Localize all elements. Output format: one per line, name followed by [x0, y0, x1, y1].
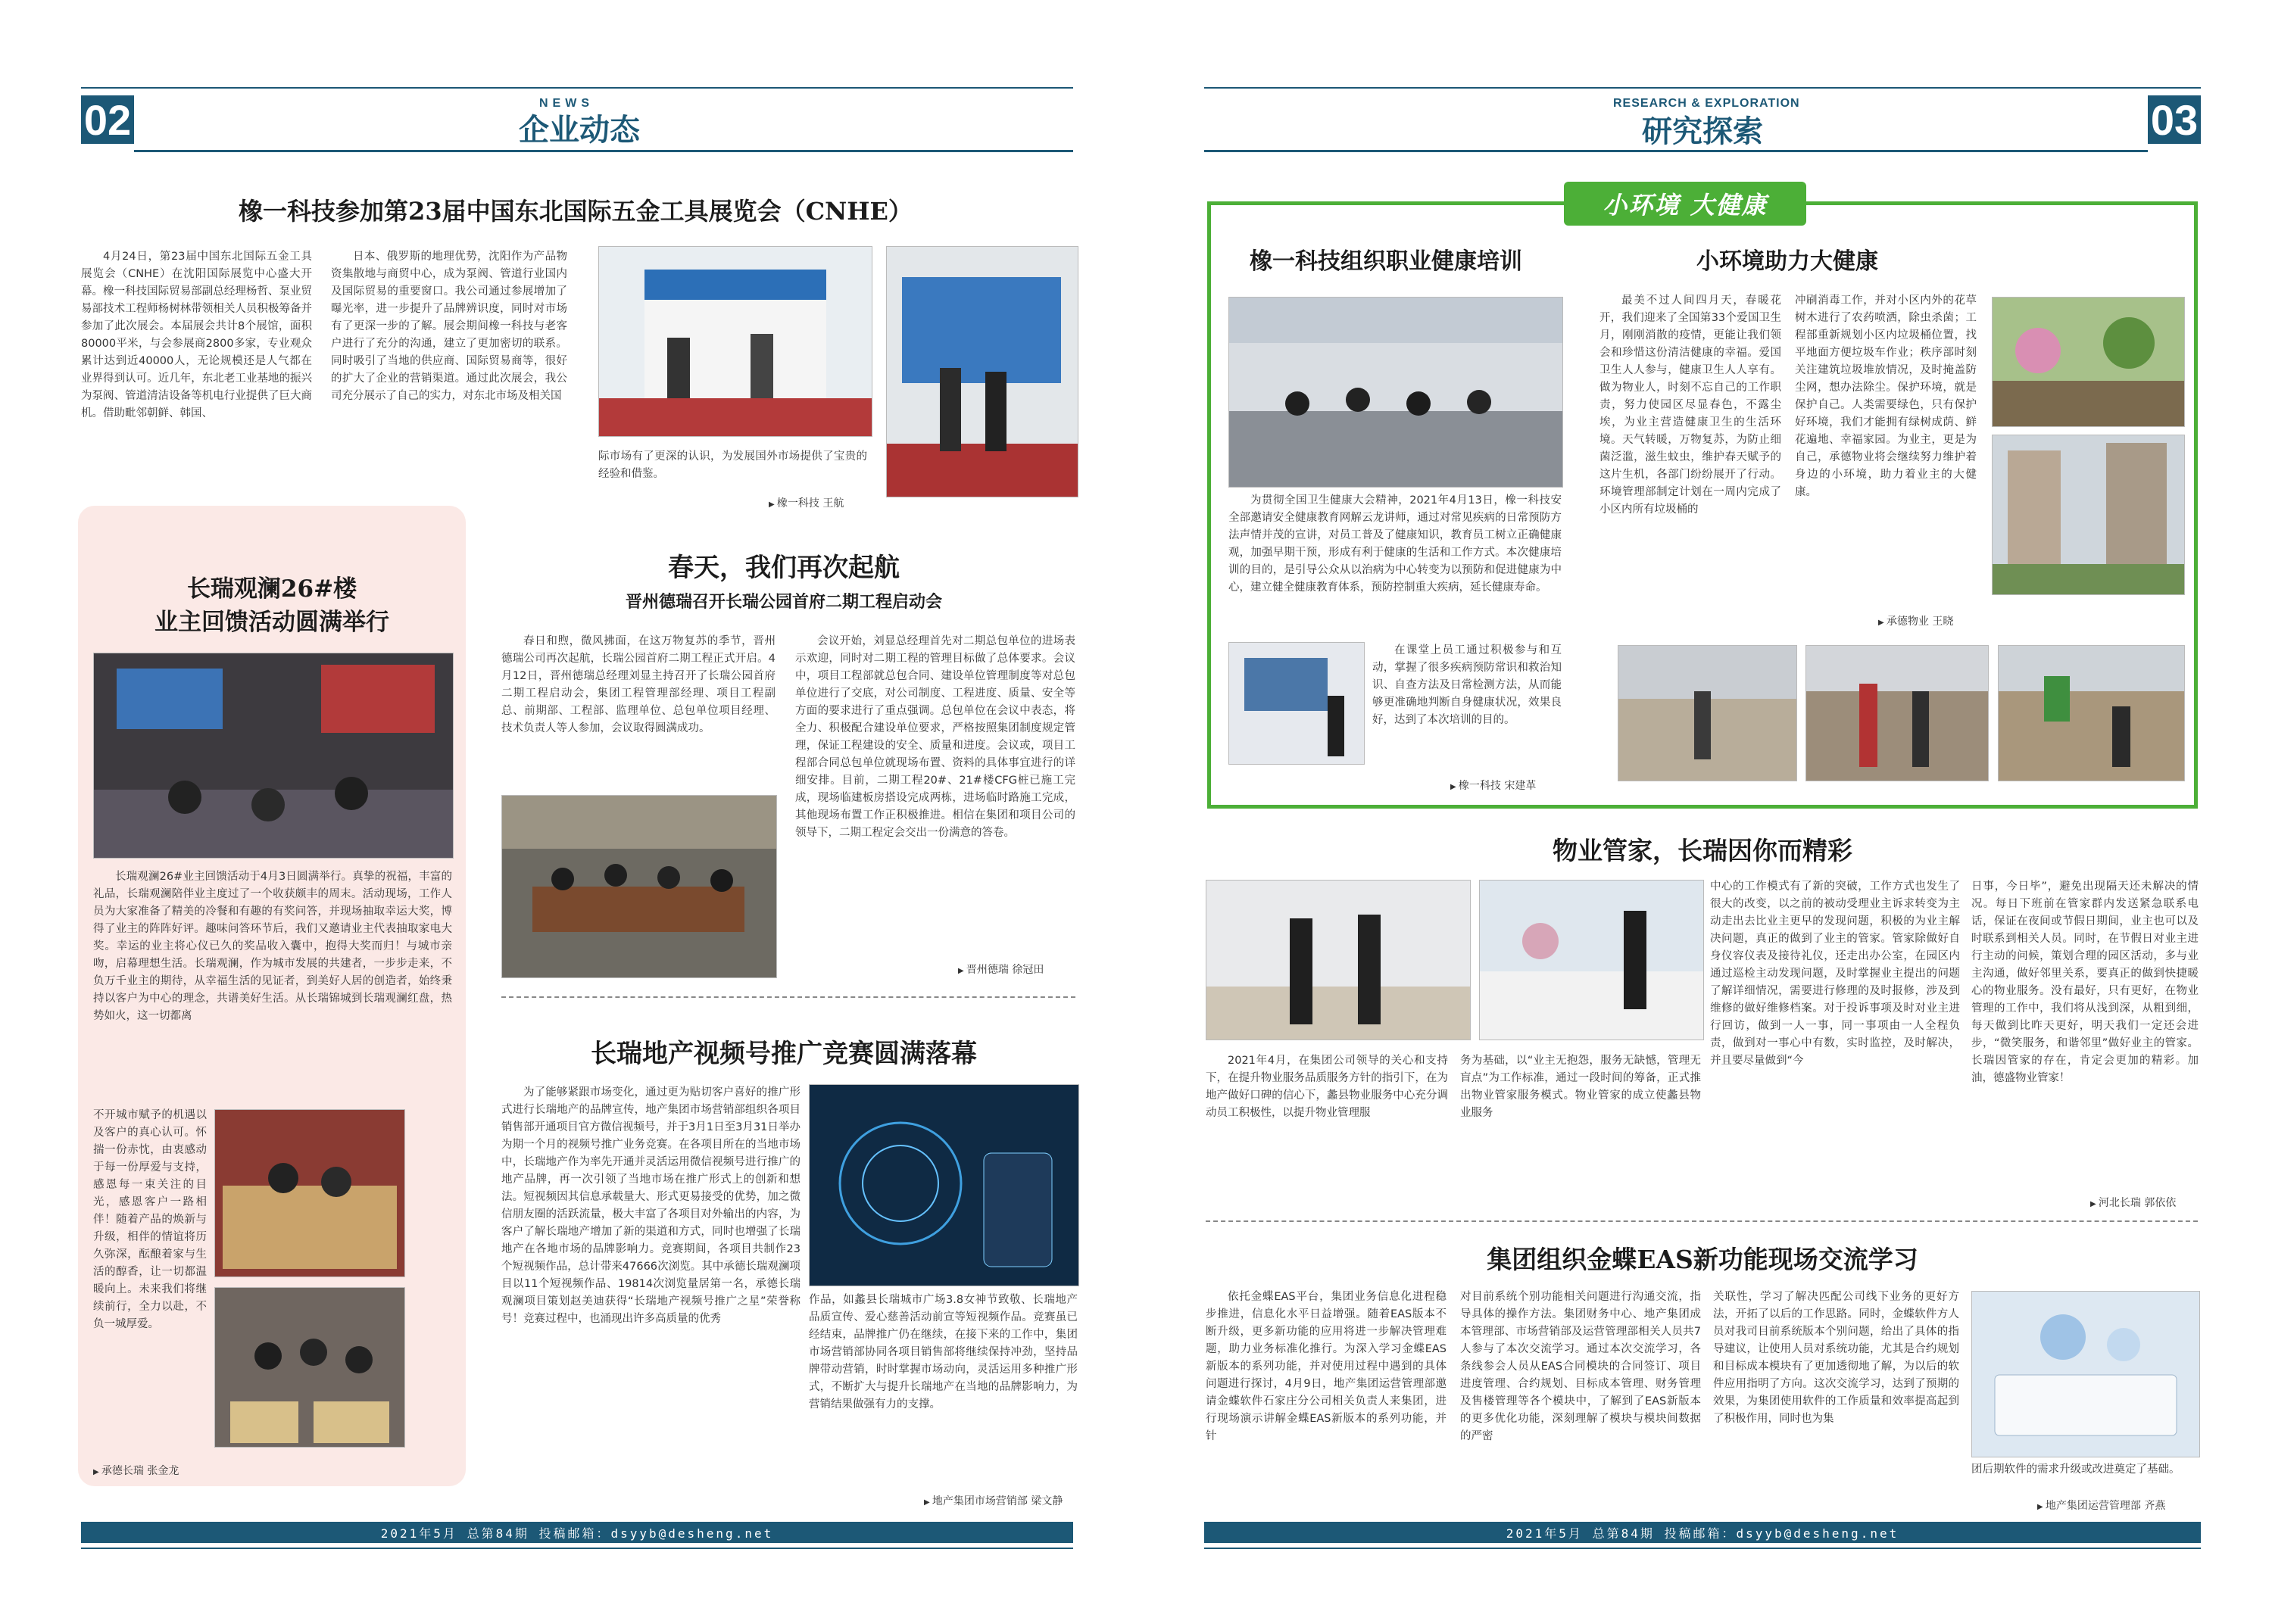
loushan-title-line1: 长瑞观澜26#楼	[186, 575, 357, 603]
byline-expo: ▶ 橡一科技 王航	[769, 495, 844, 510]
divider-housekeeper-eas	[1206, 1220, 2198, 1222]
photo-env-garden	[1992, 297, 2185, 427]
byline-training: ▶ 橡一科技 宋建革	[1450, 778, 1536, 793]
banner-badge	[1564, 182, 1806, 226]
speaker-illustration	[1229, 643, 1364, 764]
photo-spring-meeting	[501, 795, 777, 978]
article-text-expo-col3: 际市场有了更深的认识，为发展国外市场提供了宝贵的经验和借鉴。	[598, 450, 867, 480]
article-title-housekeeper: 物业管家，长瑞因你而精彩	[1553, 836, 1852, 865]
eas-text-col4: 团后期软件的需求升级或改进奠定了基础。	[1971, 1463, 2180, 1476]
header-rule-right-bottom	[1204, 150, 2148, 152]
photo-loushan-event	[93, 653, 454, 859]
byline-housekeeper: ▶ 河北长瑞 郭依依	[2090, 1195, 2176, 1210]
photo-expo-booth	[598, 246, 872, 437]
section-title-left: 企业动态	[519, 113, 640, 148]
loushan-text-top: 长瑞观澜26#业主回馈活动于4月3日圆满举行。真挚的祝福，丰富的礼品，长瑞观澜陪伴业主度过了一个收获颇丰的周末。活动现场，工作人员为大家准备了精美的冷餐和有趣的有奖问答，并现场抽取幸运大奖，博得了业主的阵阵好评。趣味问答环节后，我们又邀请业主代表抽取家电大奖。幸运的业主将心仪已久的奖品收入囊中，抱得大奖而归！与城市亲吻，启幕理想生活。长瑞观澜，作为城市发展的共建者，一步步走来，不负万千业主的期待，从幸福生活的见证者，到美好人居的创造者，始终秉持以客户为中心的理念，共谱美好生活。从长瑞锦城到长瑞观澜红盘，热势如火，这一切都离	[93, 871, 452, 1022]
photo-housekeeper-1	[1206, 880, 1471, 1040]
booth-illustration	[599, 247, 872, 436]
banner-text: 小环境 大健康	[1603, 191, 1768, 220]
photo-env-worker1	[1618, 645, 1797, 781]
byline-spring: ▶ 晋州德瑞 徐冠田	[958, 962, 1044, 977]
video-text-col2: 作品，如蠡县长瑞城市广场3.8女神节致敬、长瑞地产品质宣传、爱心慈善活动前宣等短视频作品。竞赛虽已经结束，品牌推广仍在继续，在接下来的工作中，集团市场营销部协同各项目销售部将继续保持冲劲，坚持品牌带动营销，时时掌握市场动向，灵活运用多种推广形式，不断扩大与提升长瑞地产在当地的品牌影响力，为营销结果做强有力的支撑。	[809, 1294, 1078, 1410]
housekeeper-text-c: 2021年4月，在集团公司领导的关心和支持下，在提升物业服务品质服务方针的指引下，在为地产做好口碑的信心下，蠡县物业服务中心充分调动员工积极性，以提升物业管理服	[1206, 1055, 1448, 1119]
photo-expo-visitors	[886, 246, 1078, 497]
worker1-illustration	[1618, 646, 1796, 781]
section-label-en-left: NEWS	[539, 97, 594, 110]
env-text-col2: 冲刷消毒工作，并对小区内外的花草树木进行了农药喷洒，除虫杀菌；工程部重新规划小区内垃圾桶位置，找平地面方便垃圾车作业；秩序部时刻关注建筑垃圾堆放情况，及时掩盖防尘网，想办法除尘。保护环境，就是保护自己。人类需要绿色，只有保护好环境，我们才能拥有绿树成荫、鲜花遍地、幸福家园。为业主，更是为自己，承德物业将会继续努力维护着身边的小环境，助力着业主的大健康。	[1795, 295, 1977, 498]
photo-env-worker2	[1805, 645, 1989, 781]
footer-rule-right	[1204, 1548, 2201, 1549]
spring-text-col1: 春日和煦，微风拂面，在这万物复苏的季节，晋州德瑞公司再次起航，长瑞公园首府二期工程正式开启。4月12日，晋州德瑞总经理刘显主持召开了长瑞公园首府二期工程启动会，集团工程管理部经理、项目工程副总、前期部、工程部、监理单位、总包单位项目经理、技术负责人等人参加，会议取得圆满成功。	[501, 635, 776, 734]
worker2-illustration	[1806, 646, 1988, 781]
eas-text-col2: 对目前系统个别功能相关问题进行沟通交流，指导具体的操作方法。集团财务中心、地产集团成本管理部、市场营销部及运营管理部相关人员共7人参与了本次交流学习。通过本次交流学习，各条线参会人员从EAS合同模块的合同签订、项目进度管理、合约规划、目标成本管理、财务管理及售楼管理等各个模块中，了解到了EAS新版本的更多优化功能，深刻理解了模块与模块间数据的严密	[1460, 1291, 1701, 1442]
article-title-spring: 春天，我们再次起航	[668, 553, 900, 583]
worker3-illustration	[1999, 646, 2184, 781]
housekeeper1-illustration	[1206, 881, 1470, 1040]
byline-env: ▶ 承德物业 王晓	[1878, 613, 1953, 628]
photo-training-class	[1228, 297, 1563, 488]
photo-eas-keyboard	[1971, 1291, 2200, 1457]
class-illustration	[1229, 298, 1562, 487]
event-illustration	[94, 653, 453, 858]
video-text-col1: 为了能够紧跟市场变化，通过更为贴切客户喜好的推广形式进行长瑞地产的品牌宣传，地产集团市场营销部组织各项目销售部开通项目官方微信视频号，并于3月1日至3月31日举办为期一个月的视频号推广业务竞赛。在各项目所在的当地市场中，长瑞地产作为率先开通并灵活运用微信视频号进行推广的地产品牌，再一次引领了当地市场在推广形式上的创新和想法。短视频因其信息承载量大、形式更易接受的优势，加之微信朋友圈的活跃流量，极大丰富了各项目对外输出的内容，为客户了解长瑞地产增加了新的渠道和方式，同时也增强了长瑞地产在各地市场的品牌影响力。竞赛期间，各项目共制作23个短视频作品，总计带来47666次浏览。其中承德长瑞观澜项目以11个短视频作品、19814次浏览量居第一名，承德长瑞观澜项目策划赵美迪获得“长瑞地产视频号推广之星”荣誉称号！竞赛过程中，也涌现出许多高质量的优秀	[501, 1086, 801, 1325]
photo-housekeeper-2	[1479, 880, 1704, 1040]
loushan-title-line2: 业主回馈活动圆满举行	[154, 609, 389, 636]
photo-training-speaker	[1228, 642, 1365, 765]
tech-illustration	[810, 1085, 1078, 1286]
divider-spring-video	[501, 996, 1075, 998]
article-title-video: 长瑞地产视频号推广竞赛圆满落幕	[591, 1039, 977, 1069]
article-title-expo: 橡一科技参加第23届中国东北国际五金工具展览会（CNHE）	[239, 197, 913, 226]
housekeeper-text-a: 中心的工作模式有了新的突破，工作方式也发生了很大的改变，以之前的被动受理业主诉求转变为主动走出去比业主更早的发现问题，积极的为业主解决问题，真正的做到了业主的管家。管家除做好自身仪容仪表及接待礼仪，还走出办公室，在园区内通过巡检主动发现问题，及时掌握业主提出的问题了解详细情况，需要进行修理的及时报修，涉及到维修的做好维修档案。对于投诉事项及时对业主进行回访，做到一人一事，同一事项由一人全程负责，做到对一事心中有数，实时监控，及时解决，并且要尽量做到“今	[1710, 881, 1960, 1067]
visitors-illustration	[887, 247, 1078, 497]
article-text-expo-col1: 4月24日，第23届中国东北国际五金工具展览会（CNHE）在沈阳国际展览中心盛大开幕。橡一科技国际贸易部副总经理杨哲、泵业贸易部技术工程师杨树林带领相关人员积极筹备并参加了此次展会。本届展会共计8个展馆，面积80000平米，与会参展商2800多家，专业观众累计达到近40000人，无论规模还是人气都在业界得到认可。近几年，东北老工业基地的振兴为泵阀、管道清洁设备等机电行业提供了巨大商机。借助毗邻朝鲜、韩国、	[81, 251, 312, 419]
meeting-illustration	[502, 796, 776, 977]
section-title-right: 研究探索	[1642, 114, 1763, 149]
buildings-illustration	[1993, 435, 2184, 594]
training-text-small: 在课堂上员工通过积极参与和互动，掌握了很多疾病预防常识和救治知识、自查方法及日常检测方法，从而能够更准确地判断自身健康状况，效果良好，达到了本次培训的目的。	[1372, 644, 1562, 726]
photo-env-buildings	[1992, 435, 2185, 595]
gift2-illustration	[215, 1288, 404, 1447]
spring-text-col2: 会议开始，刘显总经理首先对二期总包单位的进场表示欢迎，同时对二期工程的管理目标做了总体要求。会议中，项目工程部就总包合同、建设单位管理制度等对总包单位进行了交底，对公司制度、工程进度、质量、安全等方面的要求进行了重点强调。总包单位在会议中表态，将全力、积极配合建设单位要求，严格按照集团制度规定管理，保证工程建设的安全、质量和进度。会议或，项目工程部合同总包单位就现场布置、资料的具体事宜进行的详细安排。目前，二期工程20#、21#楼CFG桩已施工完成，现场临建板房搭设完成两栋，进场临时路施工完成，其他现场布置工作正积极推进。相信在集团和项目公司的领导下，二期工程定会交出一份满意的答卷。	[795, 635, 1075, 839]
footer-rule-left	[81, 1548, 1073, 1549]
byline-loushan: ▶ 承德长瑞 张金龙	[93, 1463, 179, 1478]
article-subtitle-spring: 晋州德瑞召开长瑞公园首府二期工程启动会	[625, 593, 942, 612]
gift1-illustration	[215, 1110, 404, 1276]
article-title-env: 小环境助力大健康	[1696, 248, 1878, 275]
garden-illustration	[1993, 298, 2184, 426]
page-number-left: 02	[81, 95, 134, 144]
article-text-expo-col2: 日本、俄罗斯的地理优势，沈阳作为产品物资集散地与商贸中心，成为泵阀、管道行业国内及国际贸易的重要窗口。我公司通过参展增加了曝光率，进一步提升了品牌辨识度，同时对市场有了更深一步的了解。展会期间橡一科技与老客户进行了充分的沟通，建立了更加密切的联系。同时吸引了当地的供应商、国际贸易商等，很好的扩大了企业的营销渠道。通过此次展会，我公司充分展示了自己的实力，对东北市场及相关国	[331, 251, 567, 402]
footer-right: 2021年5月 总第84期 投稿邮箱：dsyyb@desheng.net	[1204, 1522, 2201, 1543]
photo-video-tech	[809, 1084, 1079, 1286]
training-text: 为贯彻全国卫生健康大会精神，2021年4月13日，橡一科技安全部邀请安全健康教育网解云龙讲师，通过对常见疾病的日常预防方法声情并茂的宣讲，对员工普及了健康知识，教育员工树立正确健康观，加强早期干预，形成有利于健康的生活和工作方式。本次健康培训的目的，是引导公众从以治病为中心转变为以预防和促进健康为中心，建立健全健康教育体系，预防控制重大疾病，延长健康寿命。	[1228, 494, 1562, 594]
footer-left: 2021年5月 总第84期 投稿邮箱：dsyyb@desheng.net	[81, 1522, 1073, 1543]
article-title-training: 橡一科技组织职业健康培训	[1250, 248, 1522, 275]
header-rule-left-bottom	[134, 150, 1073, 152]
byline-video: ▶ 地产集团市场营销部 梁文静	[924, 1493, 1063, 1508]
housekeeper-text-b: 日事，今日毕”，避免出现隔天还未解决的情况。每日下班前在管家群内发送紧急联系电话，保证在夜间或节假日期间，业主也可以及时联系到相关人员。同时，在节假日对业主进行主动的问候，策划合理的园区活动，多与业主沟通，做好邻里关系，要真正的做到快捷暖心的物业服务。没有最好，只有更好，在物业管理的工作中，我们将从浅到深，从粗到细，每天做到比昨天更好，明天我们一定还会进步，“微笑服务，和谐邻里”做好业主的管家。长瑞因管家的存在，肯定会更加的精彩。加油，德盛物业管家！	[1971, 881, 2199, 1084]
header-rule-left-top	[81, 87, 1073, 89]
photo-env-worker3	[1998, 645, 2185, 781]
article-title-eas: 集团组织金蝶EAS新功能现场交流学习	[1487, 1245, 1918, 1274]
housekeeper-text-d: 务为基础，以“业主无抱怨，服务无缺憾，管理无盲点”为工作标准，通过一段时间的筹备，正式推出物业管家服务模式。物业管家的成立使蠡县物业服务	[1460, 1055, 1701, 1119]
page-number-right: 03	[2148, 95, 2201, 144]
loushan-text-left: 不开城市赋予的机遇以及客户的真心认可。怀揣一份赤忱，由衷感动于每一份厚爱与支持，感恩每一束关注的目光，感恩客户一路相伴！随着产品的焕新与升级，相伴的情谊将历久弥深，酝酿着家与生活的醇香，让一切都温暖向上。未来我们将继续前行，全力以赴，不负一城厚爱。	[93, 1109, 207, 1330]
photo-loushan-gift2	[214, 1287, 405, 1448]
housekeeper2-illustration	[1480, 881, 1703, 1040]
eas-text-col1: 依托金蝶EAS平台，集团业务信息化进程稳步推进，信息化水平日益增强。随着EAS版本不断升级，更多新功能的应用将进一步解决管理难题，助力业务标准化推行。为深入学习金蝶EAS新版本的系列功能，并对使用过程中遇到的具体问题进行探讨，4月9日，地产集团运营管理部邀请金蝶软件石家庄分公司相关负责人来集团，进行现场演示讲解金蝶EAS新版本的系列功能，并针	[1206, 1291, 1447, 1442]
header-rule-right-top	[1204, 87, 2201, 89]
eas-text-col3: 关联性，学习了解决匹配公司线下业务的更好方法，开拓了以后的工作思路。同时，金蝶软件方人员对我司目前系统版本个别问题，给出了具体的指导建议，让使用人员对系统功能，尤其是合约规划和目标成本模块有了更加透彻地了解，为以后的软件应用指明了方向。这次交流学习，达到了预期的效果，为集团使用软件的工作质量和效率提高起到了积极作用，同时也为集	[1713, 1291, 1959, 1425]
photo-loushan-gift1	[214, 1109, 405, 1277]
env-text-col1: 最美不过人间四月天，春暖花开，我们迎来了全国第33个爱国卫生月，刚刚消散的疫情，更能让我们领会和珍惜这份清洁健康的幸福。爱国卫生人人参与，健康卫生人人享有。做为物业人，时刻不忘自己的工作职责，努力使园区尽显春色，不露尘埃，为业主营造健康卫生的生活环境。天气转暖，万物复苏，为防止细菌泛滥，滋生蚊虫，维护春天赋予的这片生机，各部门纷纷展开了行动。环境管理部制定计划在一周内完成了小区内所有垃圾桶的	[1599, 295, 1781, 516]
byline-eas: ▶ 地产集团运营管理部 齐燕	[2037, 1498, 2165, 1513]
keyboard-illustration	[1972, 1292, 2199, 1457]
section-label-en-right: RESEARCH & EXPLORATION	[1613, 97, 1800, 110]
